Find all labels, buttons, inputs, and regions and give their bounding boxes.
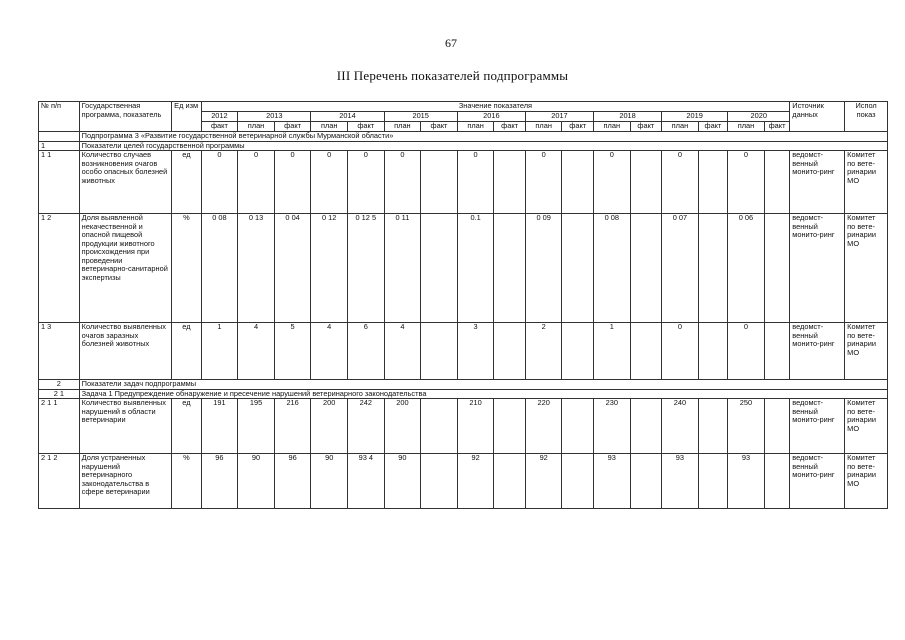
unit-cell: ед <box>172 151 201 214</box>
value-2014-plan: 90 <box>311 454 348 509</box>
row-number: 1 1 <box>39 151 80 214</box>
value-2020-plan: 0 <box>728 323 765 380</box>
table-row <box>39 214 888 323</box>
value-2013-fact: 96 <box>274 454 311 509</box>
value-2013-plan: 4 <box>238 323 275 380</box>
fact-label: факт <box>494 122 526 132</box>
value-2016-plan: 0.1 <box>457 214 494 323</box>
header-source: Источник данных <box>790 102 845 132</box>
value-2019-plan: 240 <box>662 399 699 454</box>
section-title: Показатели задач подпрограммы <box>79 380 887 390</box>
value-2015-plan: 200 <box>384 399 421 454</box>
indicator-name: Доля устраненных нарушений ветеринарного законодательства в сфере ветеринарии <box>79 454 172 509</box>
section-title: Показатели целей государственной программы <box>79 141 887 151</box>
unit-cell: ед <box>172 323 201 380</box>
task-number: 2 1 <box>39 389 80 399</box>
indicator-name: Доля выявленной некачественной и опасной пищевой продукции животного происхождения при проведении ветеринарно-санитарной экспертизы <box>79 214 172 323</box>
indicators-table <box>38 101 888 509</box>
year-2013: 2013 <box>238 112 311 122</box>
value-2015-plan: 0 11 <box>384 214 421 323</box>
value-2014-plan: 200 <box>311 399 348 454</box>
value-2018-plan: 1 <box>594 323 631 380</box>
value-2019-plan: 0 <box>662 323 699 380</box>
indicator-name: Количество случаев возникновения очагов особо опасных болезней животных <box>79 151 172 214</box>
plan-label: план <box>457 122 494 132</box>
table-row <box>39 323 888 380</box>
value-2013-fact: 5 <box>274 323 311 380</box>
year-2018: 2018 <box>594 112 662 122</box>
subprogram-title: Подпрограмма 3 «Развитие государственной ветеринарной службы Мурманской области» <box>79 132 887 142</box>
executor-cell: Комитет по вете-ринарии МО <box>845 214 888 323</box>
value-2012-fact: 96 <box>201 454 238 509</box>
value-2014-fact: 93 4 <box>348 454 385 509</box>
year-2016: 2016 <box>457 112 525 122</box>
value-2012-fact: 0 <box>201 151 238 214</box>
value-2018-plan: 230 <box>594 399 631 454</box>
table-row <box>39 151 888 214</box>
indicator-name: Количество выявленных очагов заразных болезней животных <box>79 323 172 380</box>
plan-label: план <box>662 122 699 132</box>
executor-cell: Комитет по вете-ринарии МО <box>845 399 888 454</box>
value-2020-plan: 250 <box>728 399 765 454</box>
value-2016-plan: 92 <box>457 454 494 509</box>
plan-label: план <box>594 122 631 132</box>
value-2015-plan: 4 <box>384 323 421 380</box>
value-2018-plan: 93 <box>594 454 631 509</box>
source-cell: ведомст-венный монито-ринг <box>790 214 845 323</box>
header-program: Государственная программа, показатель <box>79 102 172 132</box>
header-row-1 <box>39 102 888 112</box>
value-2019-plan: 0 07 <box>662 214 699 323</box>
row-number: 2 1 2 <box>39 454 80 509</box>
plan-label: план <box>384 122 421 132</box>
year-2015: 2015 <box>384 112 457 122</box>
value-2020-plan: 93 <box>728 454 765 509</box>
row-number: 2 1 1 <box>39 399 80 454</box>
value-2019-plan: 0 <box>662 151 699 214</box>
page-number: 67 <box>445 36 457 50</box>
value-2014-fact: 0 <box>348 151 385 214</box>
value-2014-plan: 0 12 <box>311 214 348 323</box>
fact-label: факт <box>421 122 458 132</box>
value-2017-plan: 0 <box>525 151 562 214</box>
year-2019: 2019 <box>662 112 728 122</box>
year-2020: 2020 <box>728 112 790 122</box>
fact-label: факт <box>562 122 594 132</box>
value-2018-plan: 0 08 <box>594 214 631 323</box>
plan-label: план <box>728 122 765 132</box>
plan-label: план <box>238 122 275 132</box>
value-2013-fact: 216 <box>274 399 311 454</box>
value-2016-plan: 210 <box>457 399 494 454</box>
value-2013-plan: 0 <box>238 151 275 214</box>
value-2018-plan: 0 <box>594 151 631 214</box>
value-2013-fact: 0 04 <box>274 214 311 323</box>
unit-cell: % <box>172 454 201 509</box>
value-2013-plan: 90 <box>238 454 275 509</box>
executor-cell: Комитет по вете-ринарии МО <box>845 454 888 509</box>
year-2012: 2012 <box>201 112 238 122</box>
value-2012-fact: 191 <box>201 399 238 454</box>
fact-label: факт <box>274 122 311 132</box>
value-2017-plan: 2 <box>525 323 562 380</box>
value-2013-fact: 0 <box>274 151 311 214</box>
fact-label: факт <box>764 122 790 132</box>
header-executor: Испол показ <box>845 102 888 132</box>
value-2014-plan: 4 <box>311 323 348 380</box>
value-2016-plan: 3 <box>457 323 494 380</box>
value-2012-fact: 0 08 <box>201 214 238 323</box>
unit-cell: % <box>172 214 201 323</box>
plan-label: план <box>525 122 562 132</box>
fact-label: факт <box>698 122 727 132</box>
value-2014-fact: 242 <box>348 399 385 454</box>
section-number: 1 <box>39 141 80 151</box>
source-cell: ведомст-венный монито-ринг <box>790 323 845 380</box>
value-2014-plan: 0 <box>311 151 348 214</box>
year-2017: 2017 <box>525 112 593 122</box>
source-cell: ведомст-венный монито-ринг <box>790 151 845 214</box>
value-2014-fact: 0 12 5 <box>348 214 385 323</box>
row-number: 1 3 <box>39 323 80 380</box>
fact-label: факт <box>630 122 662 132</box>
value-2013-plan: 195 <box>238 399 275 454</box>
value-2017-plan: 92 <box>525 454 562 509</box>
value-2017-plan: 0 09 <box>525 214 562 323</box>
value-2015-plan: 90 <box>384 454 421 509</box>
value-2020-plan: 0 06 <box>728 214 765 323</box>
fact-label: факт <box>348 122 385 132</box>
year-2014: 2014 <box>311 112 384 122</box>
executor-cell: Комитет по вете-ринарии МО <box>845 151 888 214</box>
subprogram-row <box>39 132 888 142</box>
value-2020-plan: 0 <box>728 151 765 214</box>
table-row <box>39 454 888 509</box>
value-2017-plan: 220 <box>525 399 562 454</box>
value-2015-plan: 0 <box>384 151 421 214</box>
value-2012-fact: 1 <box>201 323 238 380</box>
task-title: Задача 1 Предупреждение обнаружение и пресечение нарушений ветеринарного законодательства <box>79 389 887 399</box>
executor-cell: Комитет по вете-ринарии МО <box>845 323 888 380</box>
value-2013-plan: 0 13 <box>238 214 275 323</box>
row-number: 1 2 <box>39 214 80 323</box>
value-2014-fact: 6 <box>348 323 385 380</box>
fact-label: факт <box>201 122 238 132</box>
header-unit: Ед изм <box>172 102 201 132</box>
value-2019-plan: 93 <box>662 454 699 509</box>
section-row <box>39 380 888 390</box>
header-num: № п/п <box>39 102 80 132</box>
plan-label: план <box>311 122 348 132</box>
unit-cell: ед <box>172 399 201 454</box>
task-row <box>39 389 888 399</box>
header-value: Значение показателя <box>201 102 790 112</box>
table-row <box>39 399 888 454</box>
value-2016-plan: 0 <box>457 151 494 214</box>
source-cell: ведомст-венный монито-ринг <box>790 399 845 454</box>
section-row <box>39 141 888 151</box>
indicator-name: Количество выявленных нарушений в области ветеринарии <box>79 399 172 454</box>
source-cell: ведомст-венный монито-ринг <box>790 454 845 509</box>
section-number: 2 <box>39 380 80 390</box>
document-title: III Перечень показателей подпрограммы <box>336 68 569 83</box>
